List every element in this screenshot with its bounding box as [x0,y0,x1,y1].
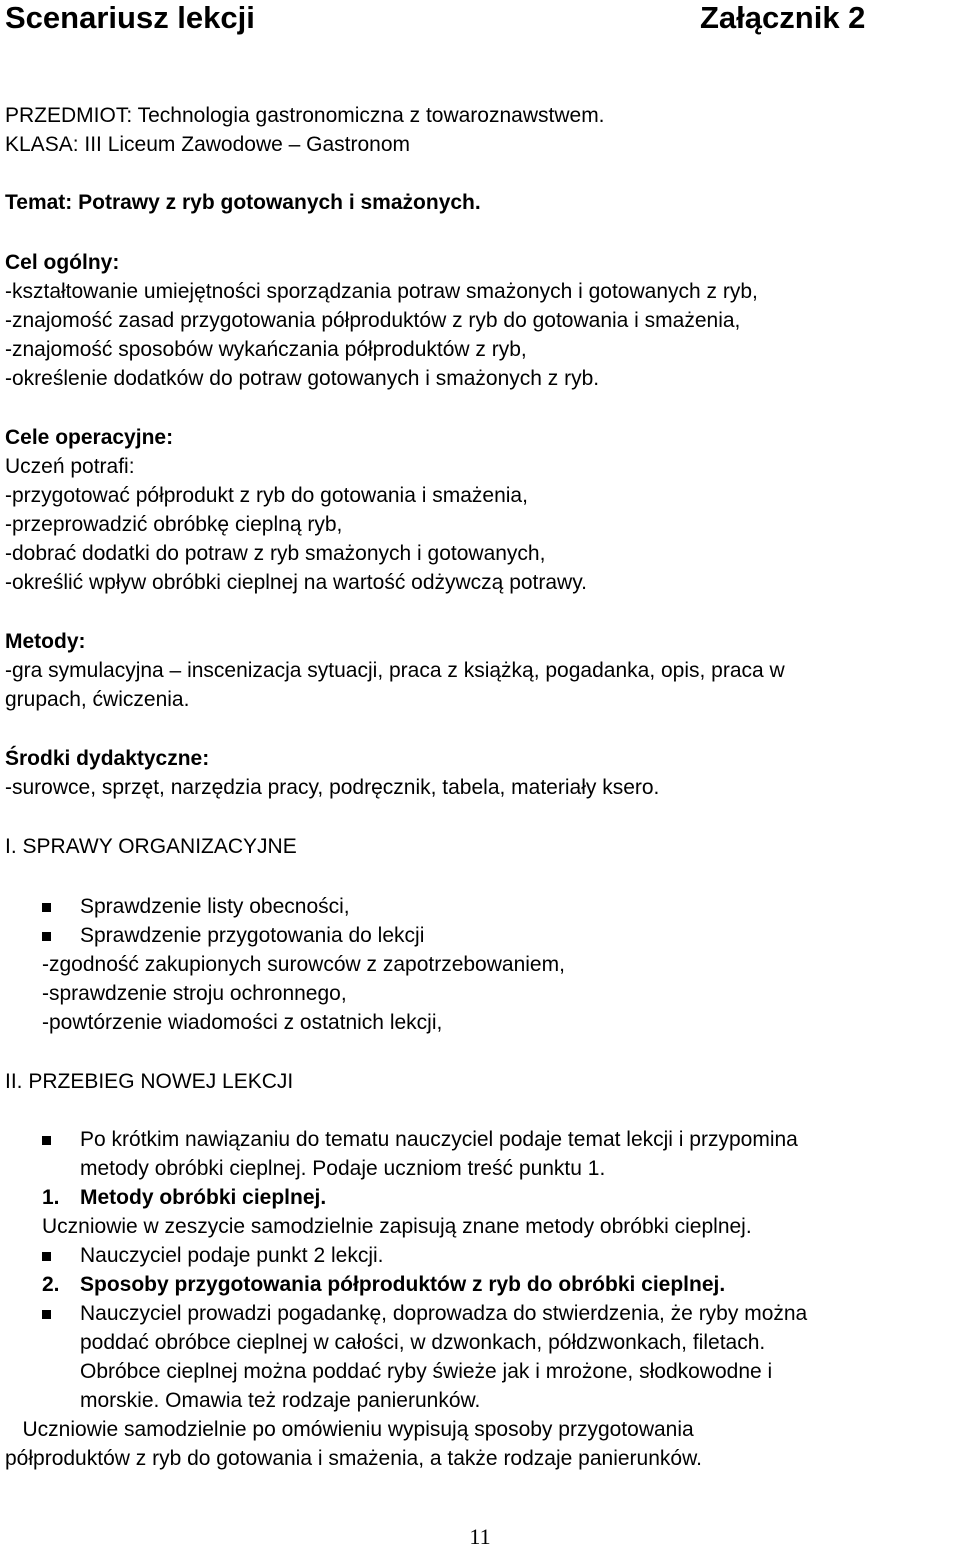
section-2-bullet-line: morskie. Omawia też rodzaje panierunków. [80,1389,481,1412]
section-1-sub-item: -sprawdzenie stroju ochronnego, [42,982,347,1005]
point-1-text: Uczniowie w zeszycie samodzielnie zapisują znane metody obróbki cieplnej. [42,1215,752,1238]
class-line: KLASA: III Liceum Zawodowe – Gastronom [5,133,411,156]
didactic-means-heading: Środki dydaktyczne: [5,747,210,770]
section-2-bullet-line: poddać obróbce cieplnej w całości, w dzwonkach, półdzwonkach, filetach. [80,1331,766,1354]
section-2-heading: II. PRZEBIEG NOWEJ LEKCJI [5,1070,294,1093]
annex-label: Załącznik 2 [700,0,866,35]
topic-line: Temat: Potrawy z ryb gotowanych i smażonych. [5,191,481,214]
subject-line: PRZEDMIOT: Technologia gastronomiczna z towaroznawstwem. [5,104,605,127]
document-title: Scenariusz lekcji [5,0,255,35]
operational-goals-intro: Uczeń potrafi: [5,455,135,478]
section-2-bullet-line: Nauczyciel prowadzi pogadankę, doprowadza do stwierdzenia, że ryby można [80,1302,808,1325]
point-2-title: Sposoby przygotowania półproduktów z ryb do obróbki cieplnej. [80,1273,726,1296]
operational-goal-item: -przeprowadzić obróbkę cieplną ryb, [5,513,343,536]
general-goal-item: -znajomość zasad przygotowania półproduktów z ryb do gotowania i smażenia, [5,309,741,332]
square-bullet-icon [42,932,51,941]
section-2-bullet-line: Nauczyciel podaje punkt 2 lekcji. [80,1244,384,1267]
square-bullet-icon [42,1310,51,1319]
general-goal-heading: Cel ogólny: [5,251,120,274]
methods-heading: Metody: [5,630,86,653]
methods-line: grupach, ćwiczenia. [5,688,190,711]
point-2-number: 2. [42,1273,60,1296]
square-bullet-icon [42,1136,51,1145]
point-1-number: 1. [42,1186,60,1209]
didactic-means-line: -surowce, sprzęt, narzędzia pracy, podręcznik, tabela, materiały ksero. [5,776,660,799]
closing-line: Uczniowie samodzielnie po omówieniu wypisują sposoby przygotowania [5,1418,694,1441]
section-1-bullet: Sprawdzenie przygotowania do lekcji [80,924,425,947]
point-1-title: Metody obróbki cieplnej. [80,1186,327,1209]
section-2-bullet-line: Obróbce cieplnej można poddać ryby świeże jak i mrożone, słodkowodne i [80,1360,773,1383]
operational-goal-item: -dobrać dodatki do potraw z ryb smażonych i gotowanych, [5,542,546,565]
general-goal-item: -znajomość sposobów wykańczania półproduktów z ryb, [5,338,527,361]
square-bullet-icon [42,1252,51,1261]
section-2-bullet-line: Po krótkim nawiązaniu do tematu nauczyciel podaje temat lekcji i przypomina [80,1128,798,1151]
square-bullet-icon [42,903,51,912]
general-goal-item: -określenie dodatków do potraw gotowanych i smażonych z ryb. [5,367,600,390]
operational-goal-item: -przygotować półprodukt z ryb do gotowania i smażenia, [5,484,528,507]
general-goal-item: -kształtowanie umiejętności sporządzania potraw smażonych i gotowanych z ryb, [5,280,758,303]
section-2-bullet-line: metody obróbki cieplnej. Podaje uczniom treść punktu 1. [80,1157,606,1180]
section-1-sub-item: -zgodność zakupionych surowców z zapotrzebowaniem, [42,953,565,976]
section-1-sub-item: -powtórzenie wiadomości z ostatnich lekcji, [42,1011,443,1034]
section-1-heading: I. SPRAWY ORGANIZACYJNE [5,835,297,858]
operational-goals-heading: Cele operacyjne: [5,426,174,449]
methods-line: -gra symulacyjna – inscenizacja sytuacji, praca z książką, pogadanka, opis, praca w [5,659,785,682]
page-number: 11 [469,1524,491,1549]
operational-goal-item: -określić wpływ obróbki cieplnej na wartość odżywczą potrawy. [5,571,588,594]
closing-line: półproduktów z ryb do gotowania i smażenia, a także rodzaje panierunków. [5,1447,702,1470]
section-1-bullet: Sprawdzenie listy obecności, [80,895,350,918]
